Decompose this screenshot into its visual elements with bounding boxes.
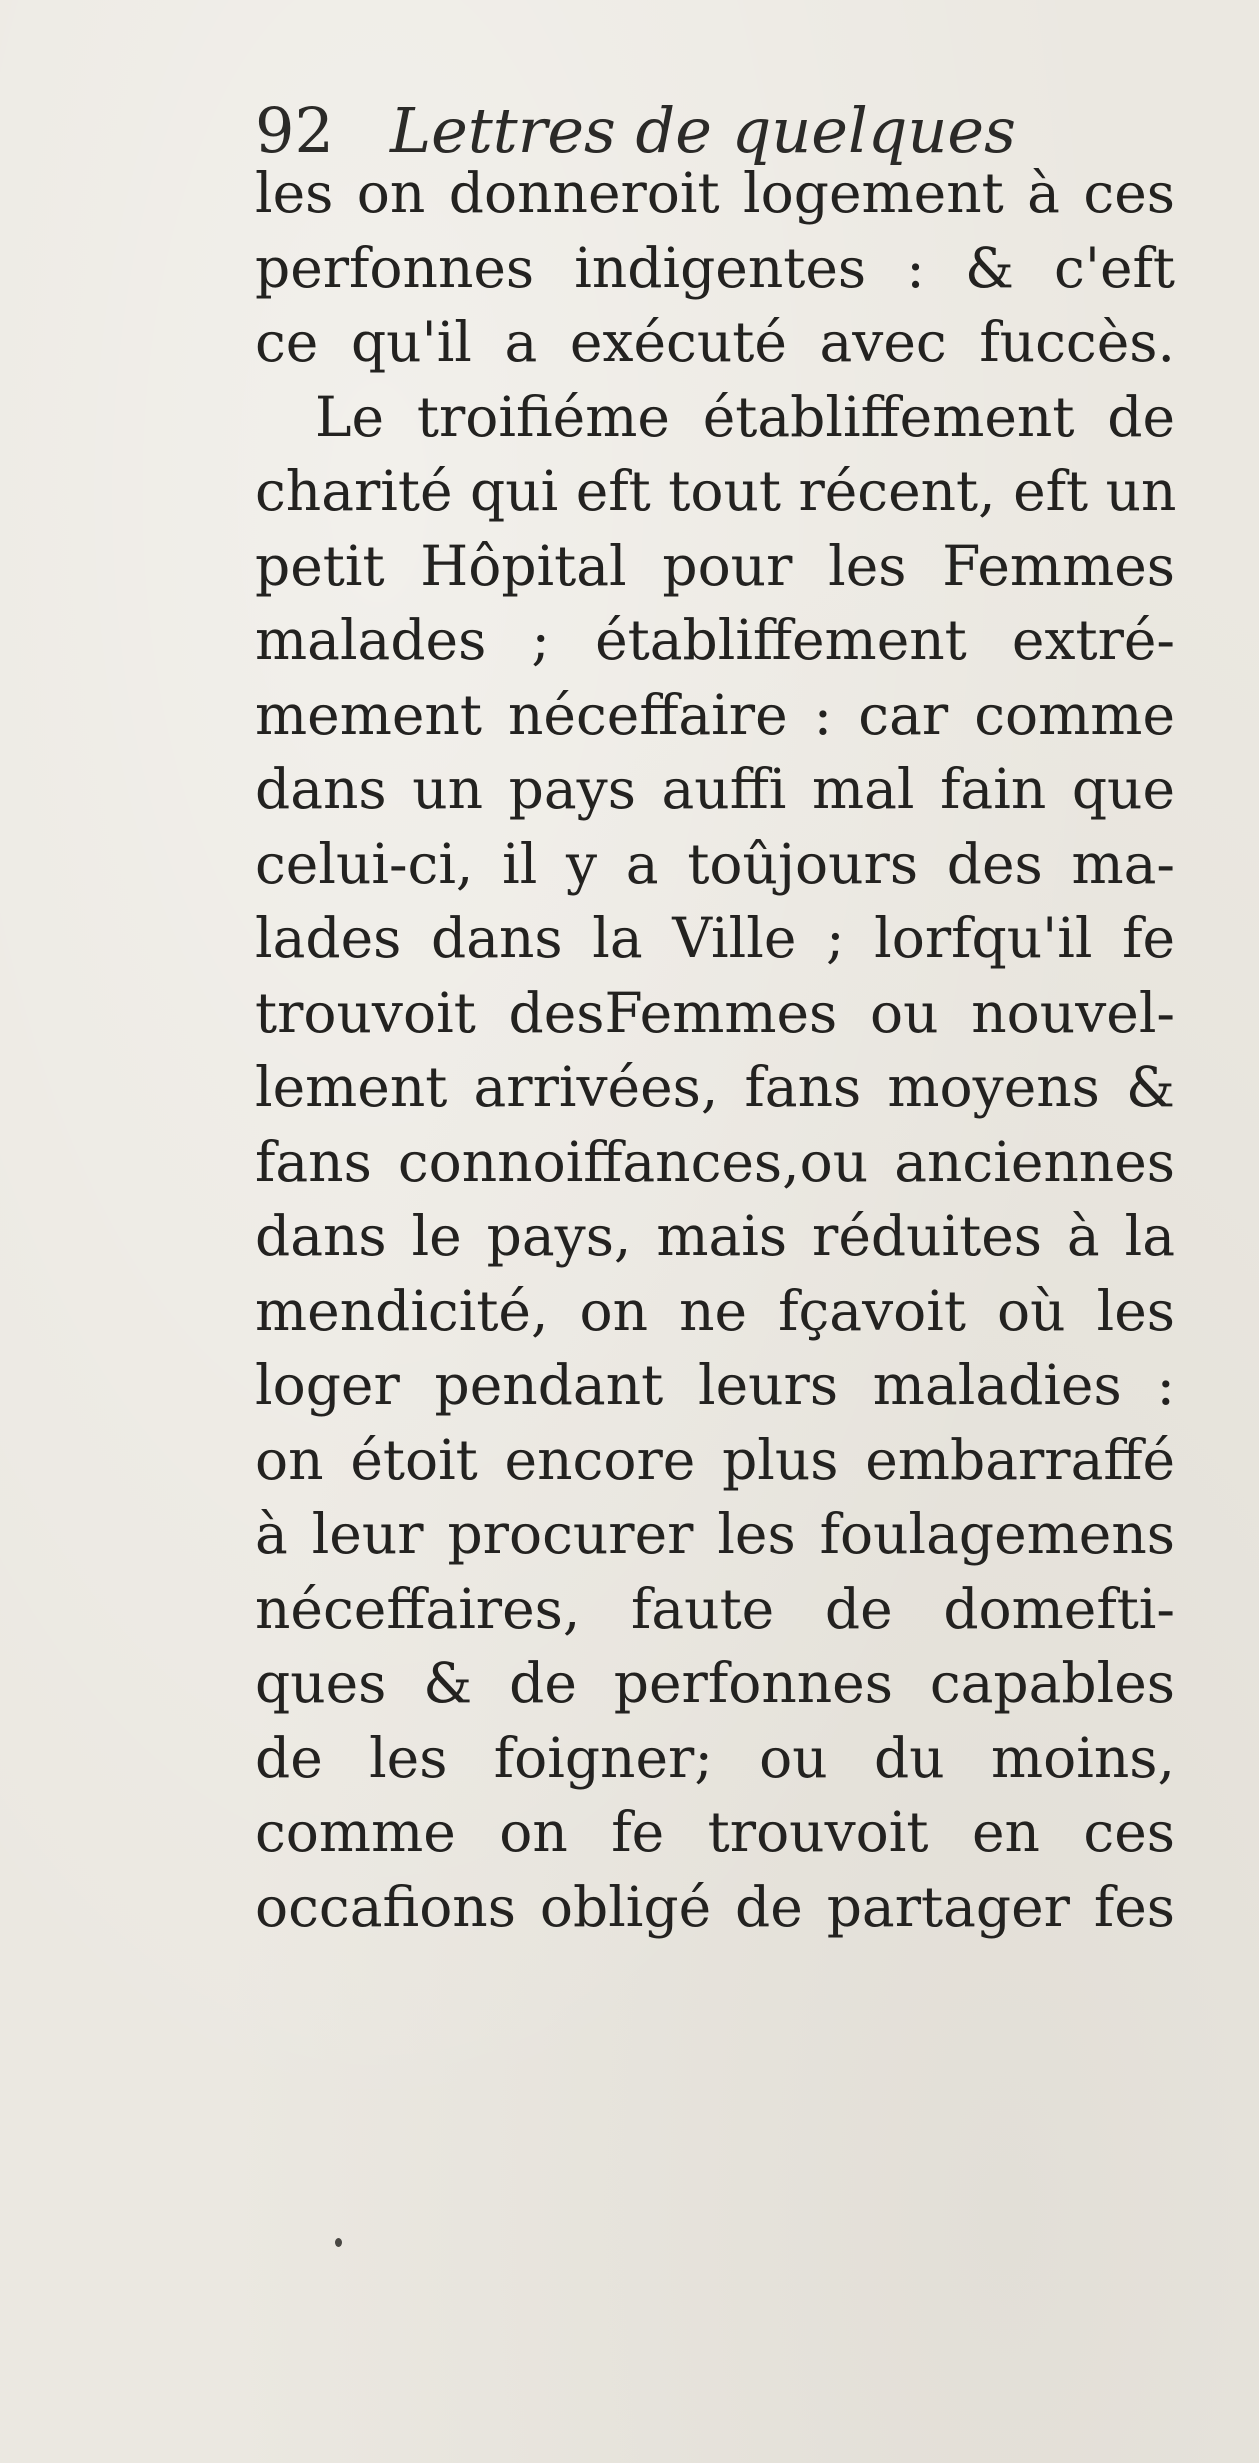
text-line: dans le pays, mais réduites à la: [255, 1204, 1175, 1268]
text-line: néceffaires, faute de domefti-: [255, 1576, 1175, 1641]
text-line: mement néceffaire : car comme: [255, 682, 1175, 747]
text-line: loger pendant leurs maladies :: [255, 1353, 1175, 1417]
text-line: lades dans la Ville ; lorfqu'il fe: [255, 906, 1175, 970]
text-line: mendicité, on ne fçavoit où les: [255, 1278, 1175, 1343]
text-line: fans connoiffances,ou anciennes: [255, 1129, 1175, 1194]
text-line: à leur procurer les foulagemens: [255, 1502, 1175, 1566]
running-title: Lettres de quelques: [390, 94, 1016, 167]
text-line: trouvoit desFemmes ou nouvel-: [255, 980, 1175, 1045]
text-line: les on donneroit logement à ces: [255, 161, 1175, 225]
text-line: comme on fe trouvoit en ces: [255, 1800, 1175, 1864]
text-line: ques & de perfonnes capables: [255, 1651, 1175, 1715]
text-line: occafions obligé de partager fes: [255, 1874, 1175, 1939]
text-line: on étoit encore plus embarraffé: [255, 1427, 1175, 1492]
text-line: charité qui eft tout récent, eft un: [255, 459, 1177, 523]
page-number: 92: [255, 94, 334, 167]
text-line: dans un pays auffi mal fain que: [255, 757, 1175, 821]
text-line: perfonnes indigentes : & c'eft: [255, 235, 1175, 300]
text-line: petit Hôpital pour les Femmes: [255, 533, 1175, 598]
page-header: [255, 94, 1016, 167]
text-line: Le troifiéme établiffement de: [315, 384, 1175, 449]
text-line: lement arrivées, fans moyens &: [255, 1055, 1175, 1119]
text-line: ce qu'il a exécuté avec fuccès.: [255, 310, 1175, 374]
text-line: malades ; établiffement extré-: [255, 608, 1175, 672]
ink-speck: [335, 2238, 342, 2247]
text-line: celui-ci, il y a toûjours des ma-: [255, 831, 1175, 896]
body-text: [255, 156, 1175, 1944]
text-line: de les foigner; ou du moins,: [255, 1725, 1175, 1790]
